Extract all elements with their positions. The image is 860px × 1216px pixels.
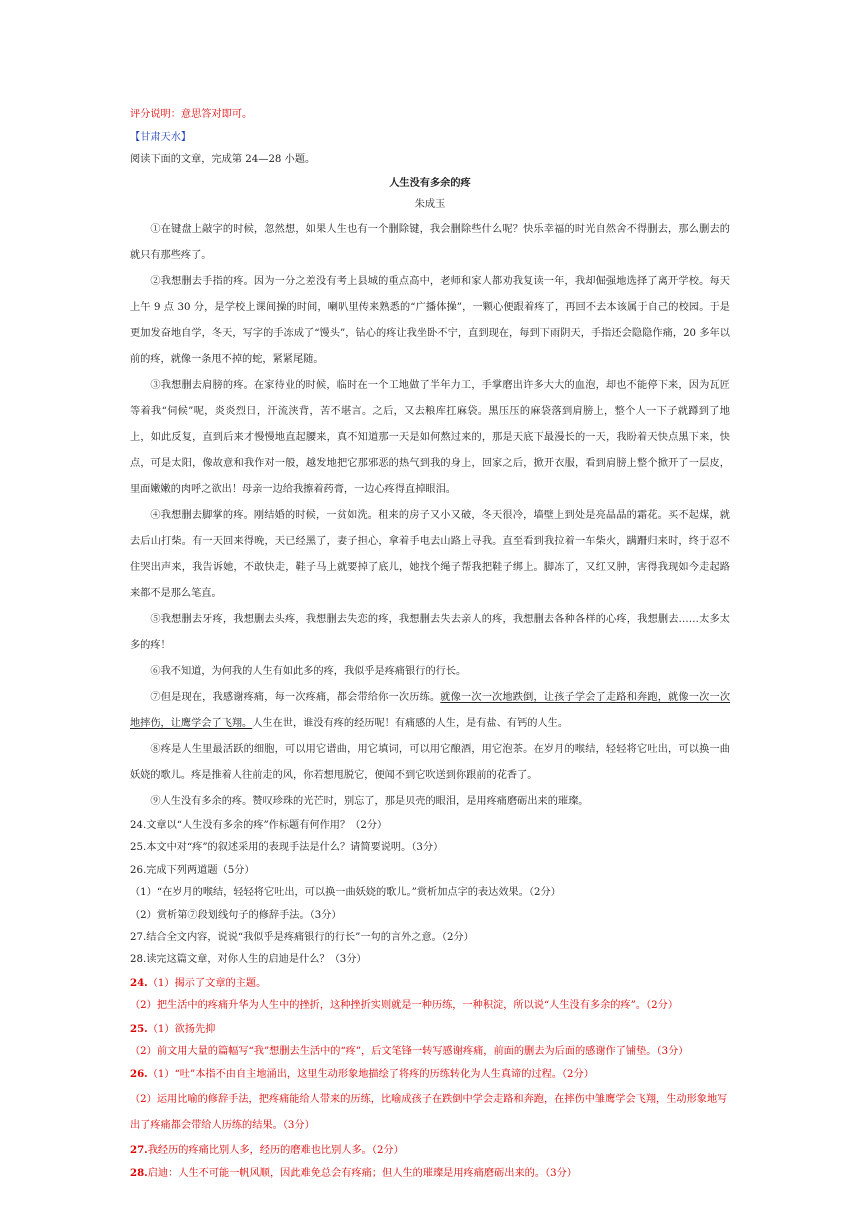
paragraph-7 [130, 685, 730, 737]
paragraph-6: ⑥我不知道，为何我的人生有如此多的疼，我似乎是疼痛银行的行长。 [150, 665, 467, 677]
answer-28 [130, 1162, 730, 1185]
article-author: 朱成玉 [414, 199, 446, 211]
paragraph-1: ①在键盘上敲字的时候，忽然想，如果人生也有一个删除键，我会删除些什么呢？快乐幸福的时光自然舍不得删去，那么删去的就只有那些疼了。 [130, 223, 730, 261]
paragraph-7-tail: 人生在世，谁没有疼的经历呢！有痛感的人生，是有盐、有钙的人生。 [252, 717, 569, 729]
answer-25-1-text: （1）欲扬先抑 [147, 1023, 216, 1035]
paragraph-8: ⑧疼是人生里最活跃的细胞，可以用它谱曲，用它填词，可以用它酿酒，用它泡茶。在岁月的喉结，轻轻将它吐出，可以换一曲妖娆的歌儿。疼是推着人往前走的风，你若想甩脱它，便闻不到它吹送到你跟前的花香了。 [130, 743, 730, 781]
answer-26-number: 26. [130, 1068, 148, 1081]
answer-26-2: （2）运用比喻的修辞手法，把疼痛能给人带来的历练，比喻成孩子在跌倒中学会走路和奔跑，在摔伤中雏鹰学会飞翔，生动形象地写出了疼痛都会带给人历练的结果。（3分） [130, 1093, 728, 1131]
answer-25-2: （2）前文用大量的篇幅写“我”想删去生活中的“疼”，后文笔锋一转写感谢疼痛，前面的删去为后面的感谢作了铺垫。（3分） [130, 1046, 689, 1058]
paragraph-4: ④我想删去脚掌的疼。刚结婚的时候，一贫如洗。租来的房子又小又破，冬天很冷，墙壁上到处是亮晶晶的霜花。买不起煤，就去后山打柴。有一天回来得晚，天已经黑了，妻子担心，拿着手电去山路上寻我。直至看到我拉着一车柴火，蹒跚归来时，终于忍不住哭出声来，我告诉她，不敢快走，鞋子马上就要掉了底儿，她找个绳子帮我把鞋子绑上。脚冻了，又红又肿，害得我现如今走起路来都不是那么笔直。 [130, 509, 730, 599]
answer-26-1 [130, 1063, 730, 1086]
paragraph-2: ②我想删去手指的疼。因为一分之差没有考上县城的重点高中，老师和家人都劝我复读一年，我却倔强地选择了离开学校。每天上午 9 点 30 分，是学校上课间操的时间，喇叭里传来熟悉的“广播体操”，一颗心便跟着疼了，再回不去本该属于自己的校园。于是更加发奋地自学，冬天，写字的手冻成了“馒头”，钻心的疼让我坐卧不宁，直到现在，每到下雨阴天，手指还会隐隐作痛，20 多年以前的疼，就像一条甩不掉的蛇，紧紧尾随。 [130, 275, 730, 365]
reading-instruction: 阅读下面的文章，完成第 24—28 小题。 [130, 154, 316, 166]
article-title: 人生没有多余的疼 [389, 176, 471, 189]
answer-24-number: 24. [130, 976, 148, 989]
answer-26-1-text: （1）“吐”本指不由自主地涌出，这里生动形象地描绘了将疼的历练转化为人生真谛的过程。（2分） [147, 1069, 594, 1081]
paragraph-7-lead: ⑦但是现在，我感谢疼痛，每一次疼痛，都会带给你一次历练。 [150, 691, 441, 703]
question-26-1: （1）“在岁月的喉结，轻轻将它吐出，可以换一曲妖娆的歌儿。”赏析加点字的表达效果。（2分） [130, 887, 561, 899]
answer-28-text: 启迪：人生不可能一帆风顺，因此难免总会有疼痛；但人生的璀璨是用疼痛磨砺出来的。（3分） [147, 1168, 577, 1180]
answer-25-1 [130, 1018, 730, 1041]
region-tag: 【甘肃天水】 [130, 131, 192, 143]
question-27: 27.结合全文内容，说说“我似乎是疼痛银行的行长”一句的言外之意。（2分） [130, 932, 474, 943]
document-content [130, 104, 730, 1186]
question-24: 24.文章以“人生没有多余的疼”作标题有何作用？（2分） [130, 819, 388, 831]
paragraph-9: ⑨人生没有多余的疼。赞叹珍珠的光芒时，别忘了，那是贝壳的眼泪，是用疼痛磨砺出来的璀璨。 [150, 795, 589, 807]
question-25: 25.本文中对“疼”的叙述采用的表现手法是什么？请简要说明。（3分） [130, 842, 444, 854]
question-26: 26.完成下列两道题（5分） [130, 864, 255, 876]
question-28: 28.读完这篇文章，对你人生的启迪是什么？（3分） [130, 954, 367, 966]
question-26-2: （2）赏析第⑦段划线句子的修辞手法。（3分） [130, 909, 342, 921]
answer-24-2: （2）把生活中的疼痛升华为人生中的挫折，这种挫折实则就是一种历练，一种积淀，所以说“人生没有多余的疼”。（2分） [130, 1000, 679, 1012]
answer-27-number: 27. [130, 1143, 148, 1156]
answer-27-text: 我经历的疼痛比别人多，经历的磨难也比别人多。（2分） [147, 1144, 404, 1156]
answer-28-number: 28. [130, 1167, 148, 1180]
answer-27 [130, 1139, 730, 1162]
answer-24-1-text: （1）揭示了文章的主题。 [147, 977, 267, 989]
answer-25-number: 25. [130, 1022, 148, 1035]
scoring-note: 评分说明：意思答对即可。 [130, 109, 253, 120]
paragraph-7-underlined: 就像一次一次地跌倒，让孩子学会了走路和奔跑，就像一次一次地摔伤，让鹰学会了飞翔。 [130, 691, 731, 729]
answer-24-1 [130, 972, 730, 995]
paragraph-5: ⑤我想删去牙疼，我想删去头疼，我想删去失恋的疼，我想删去失去亲人的疼，我想删去各种各样的心疼，我想删去……太多太多的疼！ [130, 613, 730, 651]
paragraph-3: ③我想删去肩膀的疼。在家待业的时候，临时在一个工地做了半年力工，手掌磨出许多大大的血泡，却也不能停下来，因为瓦匠等着我“伺候”呢，炎炎烈日，汗流浃背，苦不堪言。之后，又去粮库扛麻袋。黑压压的麻袋落到肩膀上，整个人一下子就蹲到了地上，如此反复，直到后来才慢慢地直起腰来，真不知道那一天是如何熬过来的，那是天底下最漫长的一天，我盼着天快点黑下来，快点，可是太阳，像故意和我作对一般，越发地把它那邪恶的热气到我的身上，回家之后，掀开衣服，看到肩膀上整个掀开了一层皮，里面嫩嫩的肉呼之欲出！母亲一边给我擦着药膏，一边心疼得直掉眼泪。 [130, 379, 730, 495]
